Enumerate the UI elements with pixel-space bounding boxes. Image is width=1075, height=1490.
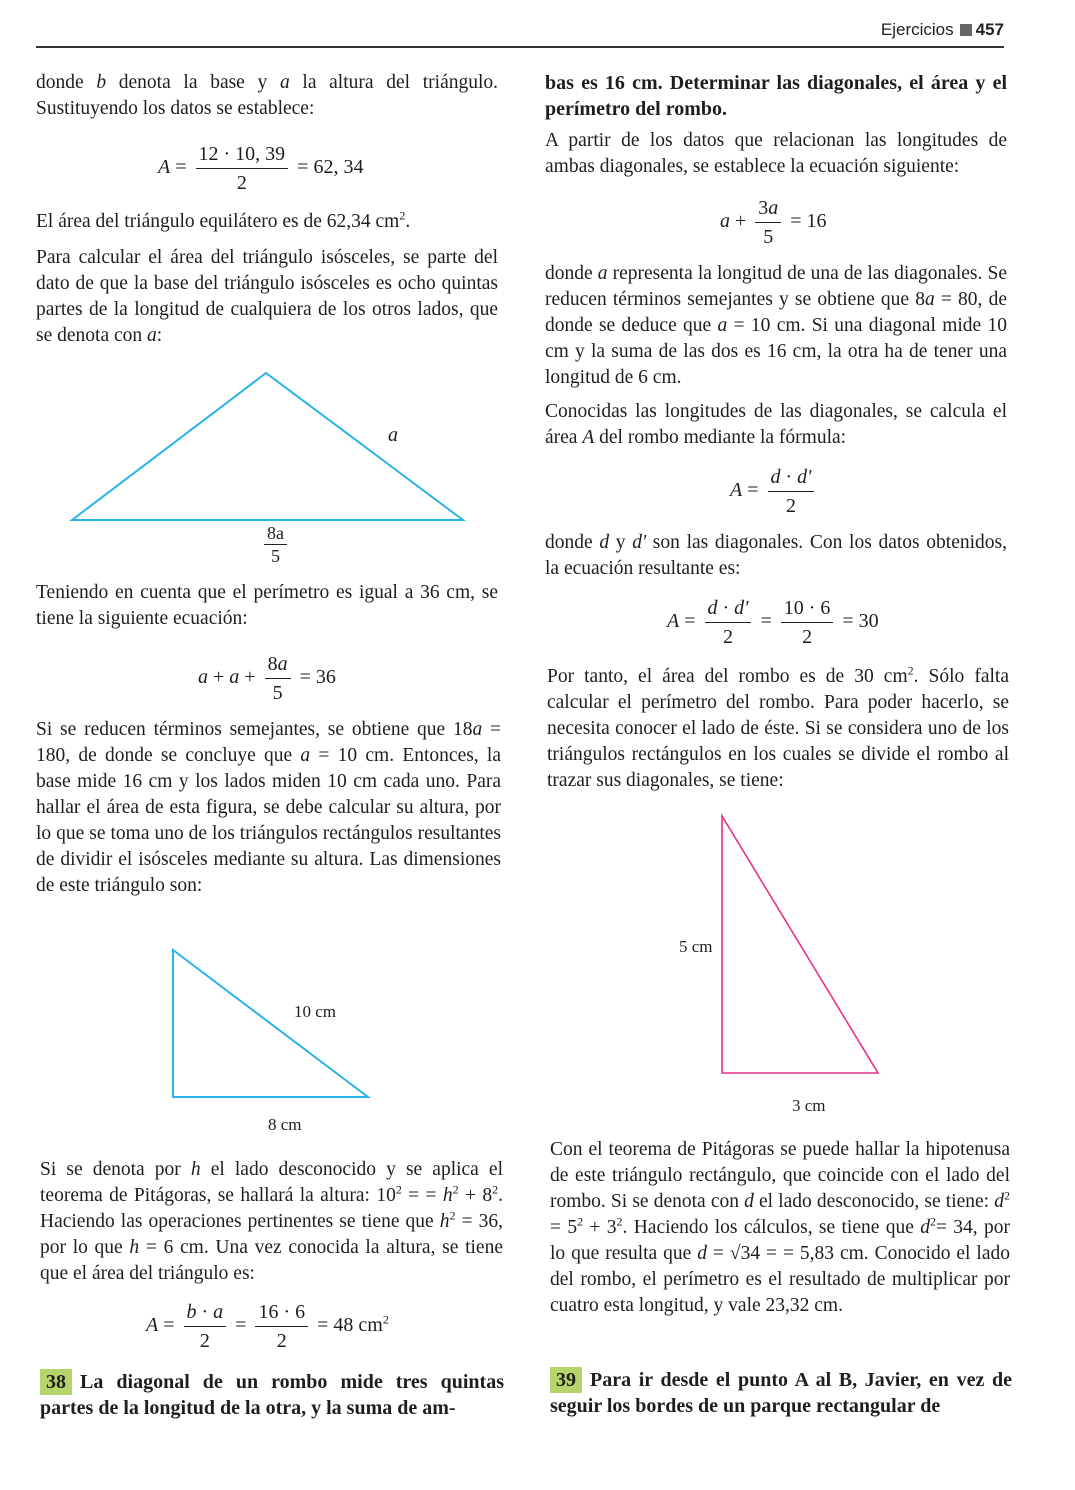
left-paragraph-2: El área del triángulo equilátero es de 62,34 $cm^2$. (36, 208, 411, 232)
side-label-a: a (388, 424, 398, 446)
fraction (264, 522, 287, 567)
denominator: 2 (722, 626, 733, 648)
fraction (196, 140, 289, 197)
numerator: d · d' (705, 594, 752, 623)
right-paragraph-7: Con el teorema de Pitágoras se puede hallar la hipotenusa de este triángulo rectángulo, que coincide con el lado del rombo. Si se denota con d el lado desconocido, se tiene: $d^2 = 5^2 + 3^2$. Haciendo los cálculos, se tiene que $d^2= 34$, por lo que resulta que d = √34 = = 5,83 cm. Conocido el lado del rombo, el perímetro es el resultado de multiplicar por cuatro esta longitud, y vale 23,32 cm. (550, 1139, 1011, 1316)
eq-rhs: = 16 (790, 210, 827, 233)
left-equation-1 (158, 140, 363, 197)
running-head (881, 20, 1004, 40)
left-paragraph-3: Para calcular el área del triángulo isósceles, se parte del dato de que la base del triángulo isósceles es ocho quintas partes de la longitud de cualquiera de los otros lados, que se denota con a: (36, 247, 498, 346)
denominator: 2 (802, 626, 813, 648)
eq-lhs: a + (720, 210, 747, 233)
eq-mid: = (235, 1314, 247, 1337)
right-paragraph-5: donde d y d' son las diagonales. Con los datos obtenidos, la ecuación resultante es: (545, 532, 1008, 579)
hypotenuse-label: 10 cm (294, 1002, 337, 1021)
right-paragraph-2: A partir de los datos que relacionan las longitudes de ambas diagonales, se establece la ecuación siguiente: (545, 130, 1007, 177)
denominator: 2 (199, 1330, 210, 1352)
right-triangle-figure-1 (160, 940, 390, 1105)
denominator: 5 (272, 682, 283, 704)
eq-lhs: a + a + (198, 666, 256, 689)
right-paragraph-4: Conocidas las longitudes de las diagonales, se calcula el área A del rombo mediante la fórmula: (545, 401, 1007, 448)
fraction (755, 194, 781, 251)
page-header (36, 18, 1004, 48)
numerator: 8a (265, 650, 291, 679)
numerator: 16 · 6 (255, 1298, 308, 1327)
left-paragraph-6: Si se denota por h el lado desconocido y se aplica el teorema de Pitágoras, se hallará la altura: $10^2$ = = $h^2 + 8^2$. Haciendo las operaciones pertinentes se tiene que $h^2 = 36$, por lo que h = 6 cm. Una vez conocida la altura, se tiene que el área del triángulo es: (40, 1159, 504, 1284)
height-label: 5 cm (679, 937, 713, 956)
fraction-1 (184, 1298, 227, 1355)
numerator: 10 · 6 (781, 594, 834, 623)
exercise-number-badge: 39 (550, 1367, 582, 1393)
right-paragraph-3: donde a representa la longitud de una de las diagonales. Se reducen términos semejantes y se obtiene que 8a = 80, de donde se deduce que a = 10 cm. Si una diagonal mide 10 cm y la suma de las dos es 16 cm, la otra ha de tener una longitud de 6 cm. (545, 263, 1007, 388)
exercise-39 (550, 1367, 1012, 1419)
eq-lhs: A = (667, 610, 696, 633)
left-paragraph-5: Si se reducen términos semejantes, se obtiene que 18a = 180, de donde se concluye que a = 10 cm. Entonces, la base mide 16 cm y los lados miden 10 cm cada uno. Para hallar el área de esta figura, se debe calcular su altura, por lo que se toma uno de los triángulos rectángulos resultantes de dividir el isósceles mediante su altura. Las dimensiones de este triángulo son: (36, 719, 501, 896)
denominator: 2 (276, 1330, 287, 1352)
exercise-38-text: La diagonal de un rombo mide tres quintas partes de la longitud de la otra, y la suma de am- (40, 1371, 504, 1419)
eq-lhs: A = (158, 156, 187, 179)
denominator: 5 (763, 226, 774, 248)
right-triangle (722, 816, 878, 1073)
fraction (265, 650, 291, 707)
eq-rhs: = 30 (842, 610, 879, 633)
eq-rhs: = 62, 34 (297, 156, 364, 179)
isosceles-triangle (72, 373, 463, 520)
exercise-38 (40, 1369, 504, 1421)
fraction-1 (705, 594, 752, 651)
right-paragraph-1: bas es 16 cm. Determinar las diagonales, el área y el perímetro del rombo. (545, 72, 1007, 120)
numerator: b · a (184, 1298, 227, 1327)
left-equation-3 (146, 1298, 389, 1355)
numerator: d · d' (768, 463, 815, 492)
left-equation-2 (198, 650, 336, 707)
right-triangle (173, 950, 368, 1097)
eq-mid: = (760, 610, 772, 633)
numerator: 3a (755, 194, 781, 223)
eq-lhs: A = (730, 479, 759, 502)
page-number: 457 (975, 20, 1004, 39)
square-marker-icon (960, 24, 972, 36)
left-paragraph-1: donde b denota la base y a la altura del triángulo. Sustituyendo los datos se establece: (36, 72, 499, 119)
right-paragraph-6: Por tanto, el área del rombo es de 30 $cm^2$. Sólo falta calcular el perímetro del rombo. Para poder hacerlo, se necesita conocer el lado de éste. Si se considera uno de los triángulos rectángulos en los cuales se divide el rombo al trazar sus diagonales, se tiene: (547, 663, 1009, 791)
right-equation-1 (720, 194, 827, 251)
fraction-2 (781, 594, 834, 651)
eq-lhs: A = (146, 1314, 175, 1337)
right-triangle-figure-2 (712, 808, 892, 1083)
base-label: 8 cm (268, 1115, 302, 1134)
right-equation-2 (730, 463, 818, 520)
fraction-2 (255, 1298, 308, 1355)
denominator: 5 (271, 546, 280, 566)
section-title: Ejercicios (880, 20, 954, 39)
numerator: 12 · 10, 39 (196, 140, 289, 169)
denominator: 2 (785, 495, 796, 517)
numerator: 8a (264, 522, 287, 545)
right-equation-3 (667, 594, 879, 651)
exercise-39-text: Para ir desde el punto A al B, Javier, en vez de seguir los bordes de un parque rectangular de (550, 1369, 1012, 1417)
eq-rhs: = 48 $cm^2$ (317, 1312, 389, 1337)
left-paragraph-4: Teniendo en cuenta que el perímetro es igual a 36 cm, se tiene la siguiente ecuación: (36, 582, 498, 629)
exercise-number-badge: 38 (40, 1369, 72, 1395)
fraction (768, 463, 815, 520)
eq-rhs: = 36 (299, 666, 336, 689)
isosceles-triangle-figure (60, 365, 480, 535)
base-label: 3 cm (792, 1096, 826, 1115)
denominator: 2 (236, 172, 247, 194)
base-label-8a-5 (264, 522, 287, 567)
